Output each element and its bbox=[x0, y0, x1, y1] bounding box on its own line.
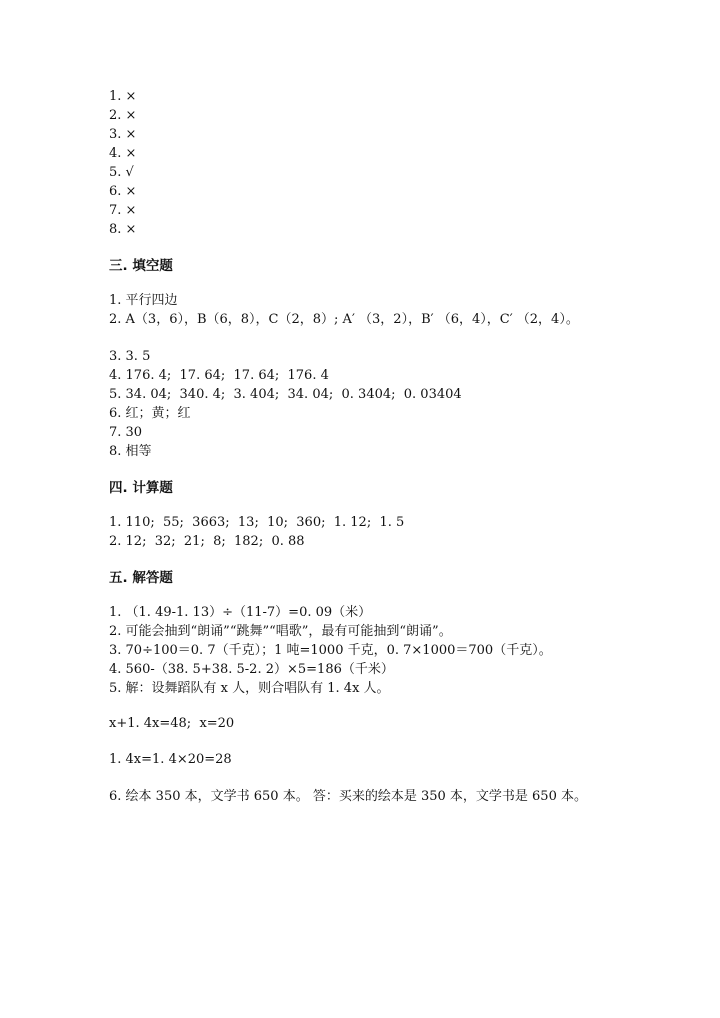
word-problem-answer-3: 3. 70÷100＝0. 7（千克）；1 吨=1000 千克，0. 7×1000＝700（千克）。 bbox=[109, 643, 552, 658]
fill-blank-answer-1: 1. 平行四边 bbox=[109, 293, 178, 308]
section-heading-word-problems: 五. 解答题 bbox=[109, 570, 173, 586]
calculation-answer-2: 2. 12; 32; 21; 8; 182; 0. 88 bbox=[109, 534, 305, 549]
word-problem-answer-1: 1. （1. 49-1. 13）÷（11-7）=0. 09（米） bbox=[109, 605, 372, 620]
fill-blank-answer-5: 5. 34. 04; 340. 4; 3. 404; 34. 04; 0. 3404; 0. 03404 bbox=[109, 387, 462, 402]
section-heading-fill-blank: 三. 填空题 bbox=[109, 258, 173, 274]
judgment-answer-5: 5. √ bbox=[109, 165, 134, 180]
word-problem-answer-4: 4. 560-（38. 5+38. 5-2. 2）×5=186（千米） bbox=[109, 662, 394, 677]
fill-blank-answer-4: 4. 176. 4; 17. 64; 17. 64; 176. 4 bbox=[109, 368, 329, 383]
word-problem-answer-2: 2. 可能会抽到“朗诵”“跳舞”“唱歌”，最有可能抽到“朗诵”。 bbox=[109, 624, 452, 639]
judgment-answer-7: 7. × bbox=[109, 203, 137, 218]
word-problem-calculation: 1. 4x=1. 4×20=28 bbox=[109, 752, 232, 767]
word-problem-answer-6: 6. 绘本 350 本，文学书 650 本。 答：买来的绘本是 350 本，文学书是 650 本。 bbox=[109, 789, 587, 804]
fill-blank-answer-3: 3. 3. 5 bbox=[109, 349, 151, 364]
fill-blank-answer-2: 2. A（3，6），B（6，8），C（2，8）; A′ （3，2），B′ （6，4），C′ （2，4）。 bbox=[109, 312, 579, 327]
word-problem-answer-5: 5. 解：设舞蹈队有 x 人，则合唱队有 1. 4x 人。 bbox=[109, 681, 390, 696]
judgment-answer-4: 4. × bbox=[109, 146, 137, 161]
judgment-answer-8: 8. × bbox=[109, 222, 137, 237]
calculation-answer-1: 1. 110; 55; 3663; 13; 10; 360; 1. 12; 1. 5 bbox=[109, 515, 405, 530]
word-problem-equation: x+1. 4x=48; x=20 bbox=[109, 716, 235, 731]
judgment-answer-3: 3. × bbox=[109, 127, 137, 142]
fill-blank-answer-7: 7. 30 bbox=[109, 425, 143, 440]
fill-blank-answer-6: 6. 红；黄；红 bbox=[109, 406, 191, 421]
judgment-answer-6: 6. × bbox=[109, 184, 137, 199]
fill-blank-answer-8: 8. 相等 bbox=[109, 444, 152, 459]
judgment-answer-2: 2. × bbox=[109, 108, 137, 123]
judgment-answer-1: 1. × bbox=[109, 89, 137, 104]
section-heading-calculation: 四. 计算题 bbox=[109, 480, 173, 496]
